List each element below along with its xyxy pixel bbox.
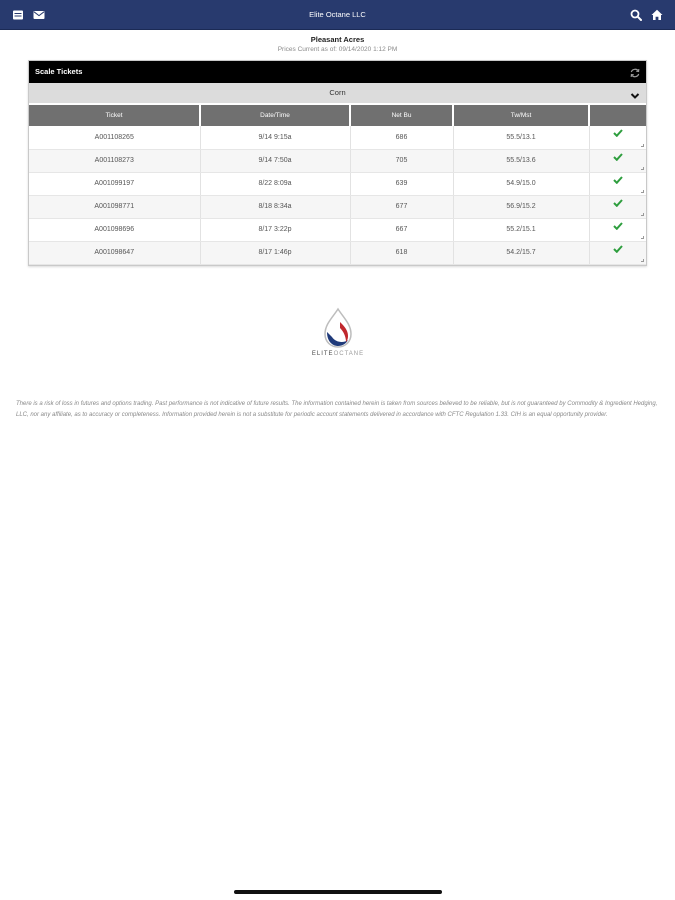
- chevron-down-icon[interactable]: [630, 88, 640, 98]
- status-cell: [589, 218, 646, 241]
- table-row[interactable]: [29, 218, 646, 241]
- net-bu-cell: 677: [350, 195, 453, 218]
- checkmark-icon: [613, 245, 623, 255]
- table-header-row: [29, 105, 646, 126]
- column-header-net-bu[interactable]: Net Bu: [350, 105, 453, 126]
- resize-corner-icon: [641, 190, 644, 193]
- refresh-icon[interactable]: [629, 66, 641, 78]
- checkmark-icon: [613, 222, 623, 232]
- ticket-cell: A001108273: [29, 149, 200, 172]
- tw-mst-cell: 54.9/15.0: [453, 172, 589, 195]
- checkmark-icon: [613, 176, 623, 186]
- panel-title: Scale Tickets: [35, 67, 83, 76]
- net-bu-cell: 705: [350, 149, 453, 172]
- status-cell: [589, 126, 646, 149]
- column-header-date-time[interactable]: Date/Time: [200, 105, 350, 126]
- ticket-cell: A001098771: [29, 195, 200, 218]
- net-bu-cell: 686: [350, 126, 453, 149]
- table-row[interactable]: [29, 149, 646, 172]
- risk-disclaimer: There is a risk of loss in futures and options trading. Past performance is not indicative of future results. The information contained herein is taken from sources believed to be reliable, but is not guaranteed by Commodity & Ingredient Hedging, LLC, nor any affiliate, as to accuracy or completeness. Information provided herein is not a substitute for periodic account statements delivered in accordance with CFTC Regulation 1.33. CIH is an equal opportunity provider.: [16, 401, 658, 418]
- column-header-ticket[interactable]: Ticket: [29, 105, 200, 126]
- table-row[interactable]: [29, 126, 646, 149]
- datetime-cell: 8/17 3:22p: [200, 218, 350, 241]
- home-indicator-bar[interactable]: [234, 890, 442, 894]
- ticket-cell: A001098696: [29, 218, 200, 241]
- droplet-logo-icon: [300, 306, 376, 350]
- net-bu-cell: 618: [350, 241, 453, 264]
- table-row[interactable]: [29, 195, 646, 218]
- tw-mst-cell: 55.5/13.1: [453, 126, 589, 149]
- app-title: Elite Octane LLC: [309, 10, 366, 19]
- logo-text-octane: OCTANE: [333, 351, 365, 357]
- resize-corner-icon: [641, 167, 644, 170]
- status-cell: [589, 195, 646, 218]
- status-cell: [589, 149, 646, 172]
- net-bu-cell: 667: [350, 218, 453, 241]
- ticket-cell: A001098647: [29, 241, 200, 264]
- tw-mst-cell: 55.5/13.6: [453, 149, 589, 172]
- prices-current-timestamp: Prices Current as of: 09/14/2020 1:12 PM: [277, 46, 398, 53]
- top-navigation-bar: [0, 0, 675, 30]
- net-bu-cell: 639: [350, 172, 453, 195]
- checkmark-icon: [613, 129, 623, 139]
- datetime-cell: 8/22 8:09a: [200, 172, 350, 195]
- tw-mst-cell: 55.2/15.1: [453, 218, 589, 241]
- datetime-cell: 9/14 7:50a: [200, 149, 350, 172]
- checkmark-icon: [613, 153, 623, 163]
- checkmark-icon: [613, 199, 623, 209]
- table-row[interactable]: [29, 241, 646, 264]
- column-header-tw-mst[interactable]: Tw/Mst: [453, 105, 589, 126]
- home-icon[interactable]: [650, 8, 664, 22]
- ticket-cell: A001099197: [29, 172, 200, 195]
- scale-tickets-panel: [28, 60, 647, 266]
- datetime-cell: 8/17 1:46p: [200, 241, 350, 264]
- search-icon[interactable]: [629, 8, 643, 22]
- status-cell: [589, 172, 646, 195]
- table-row[interactable]: [29, 172, 646, 195]
- commodity-selector[interactable]: [29, 83, 646, 103]
- tickets-table: [29, 105, 646, 265]
- commodity-label: Corn: [329, 88, 346, 97]
- resize-corner-icon: [641, 259, 644, 262]
- resize-corner-icon: [641, 236, 644, 239]
- tw-mst-cell: 54.2/15.7: [453, 241, 589, 264]
- location-name: Pleasant Acres: [310, 35, 365, 44]
- ticket-cell: A001108265: [29, 126, 200, 149]
- elite-octane-logo: [300, 306, 376, 362]
- resize-corner-icon: [641, 213, 644, 216]
- datetime-cell: 9/14 9:15a: [200, 126, 350, 149]
- column-header-status: [589, 105, 646, 126]
- status-cell: [589, 241, 646, 264]
- tw-mst-cell: 56.9/15.2: [453, 195, 589, 218]
- datetime-cell: 8/18 8:34a: [200, 195, 350, 218]
- logo-text-elite: ELITE: [311, 351, 334, 357]
- logo-wordmark: [300, 351, 376, 357]
- resize-corner-icon: [641, 144, 644, 147]
- panel-header: [29, 61, 646, 83]
